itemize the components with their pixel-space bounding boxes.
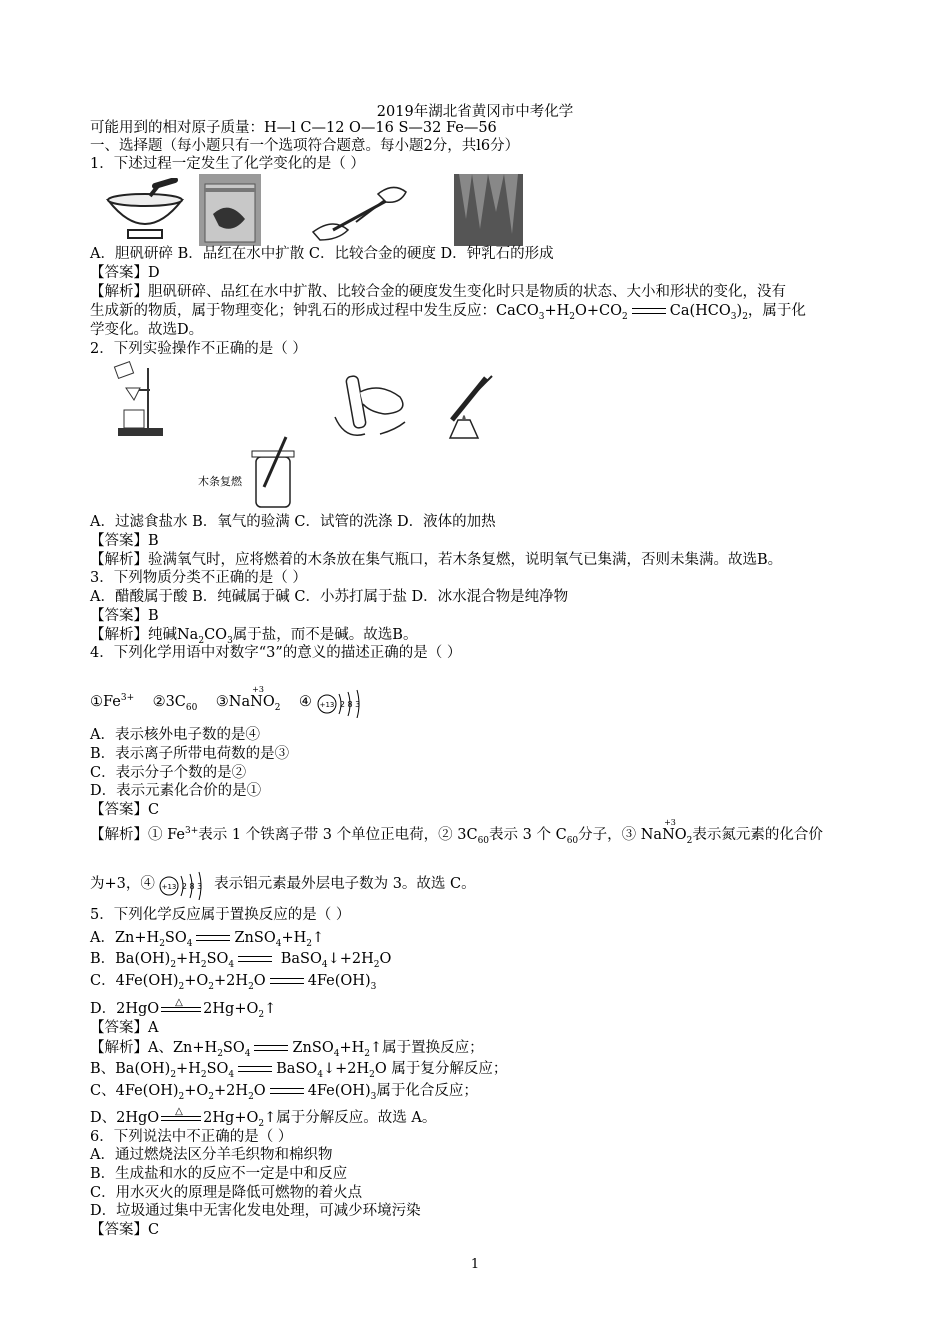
q3-answer: 【答案】B [90,608,159,624]
q3-options: A．醋酸属于酸 B．纯碱属于碱 C．小苏打属于盐 D．冰水混合物是纯净物 [90,589,569,605]
q5-analysis-1: 【解析】A、$Zn+H_2SO_4$ $ZnSO_4+H_2↑$属于置换反应； [90,1040,484,1059]
filtration-image [108,360,168,440]
beaker-diffusion-image [199,174,261,246]
q6-option-c: C．用水灭火的原理是降低可燃物的着火点 [90,1185,363,1201]
liquid-heating-image [442,370,502,442]
oxygen-test-image [248,435,298,511]
svg-text:2 8 3: 2 8 3 [339,700,360,709]
svg-text:2 8 3: 2 8 3 [182,882,203,891]
page-number: 1 [470,1257,480,1272]
q4-symbols: $①Fe^{3+}$ $②3C_{60}$ ③Na +3 $NO_2$ ④ +13 2 8 3 [90,686,367,718]
q5-option-a: A．$Zn+H_2SO_4$ $ZnSO_4+H_2↑$ [90,930,325,949]
q2-stem: 2．下列实验操作不正确的是（ ） [90,341,307,357]
q6-stem: 6．下列说法中不正确的是（ ） [90,1129,293,1145]
tube-washing-image [325,372,420,442]
q5-option-b: B．$Ba(OH)_2+H_2SO_4$ $BaSO_4↓+2H_2O$ [90,951,392,970]
q5-analysis-3: C、$4Fe(OH)_2+O_2+2H_2O$ $4Fe(OH)_3$属于化合反应； [90,1083,478,1102]
aluminum-atom-diagram [317,686,367,718]
q5-option-d: D．2HgO △ $2Hg+O_2↑$ [90,996,277,1020]
q4-stem: 4．下列化学用语中对数字“3”的意义的描述正确的是（ ） [90,645,462,661]
q4-option-b: B．表示离子所带电荷数的是③ [90,746,290,762]
q6-option-d: D．垃圾通过集中无害化发电处理，可减少环境污染 [90,1203,421,1219]
alloy-scratch-image [308,182,408,242]
q6-option-a: A．通过燃烧法区分羊毛织物和棉织物 [90,1147,333,1163]
q2-options: A．过滤食盐水 B．氧气的验满 C．试管的洗涤 D．液体的加热 [90,514,496,530]
q4-option-d: D．表示元素化合价的是① [90,783,262,799]
q6-option-b: B．生成盐和水的反应不一定是中和反应 [90,1166,348,1182]
oxygen-test-label: 木条复燃 [198,475,242,488]
q4-answer: 【答案】C [90,802,160,818]
q4-option-a: A．表示核外电子数的是④ [90,727,260,743]
stalactite-image [454,174,523,246]
mortar-pestle-image [100,178,190,248]
q2-analysis: 【解析】验满氧气时，应将燃着的木条放在集气瓶口，若木条复燃，说明氧气已集满，否则未集满。故选B。 [90,552,783,568]
q5-option-c: C．$4Fe(OH)_2+O_2+2H_2O$ $4Fe(OH)_3$ [90,973,377,992]
q1-answer: 【答案】D [90,265,160,281]
q6-answer: 【答案】C [90,1222,160,1238]
q5-stem: 5．下列化学反应属于置换反应的是（ ） [90,907,351,923]
q5-analysis-2: B、$Ba(OH)_2+H_2SO_4$ $BaSO_4↓+2H_2O$ 属于复分解反应； [90,1061,508,1080]
page-title: 2019年湖北省黄冈市中考化学 [376,104,574,120]
q1-analysis-line2: 生成新的物质，属于物理变化；钟乳石的形成过程中发生反应：$CaCO_3+H_2O+CO_2$ $Ca(HCO_3)_2$，属于化 [90,303,806,322]
q4-analysis-line1: 【解析】① $Fe^{3+}$表示 1 个铁离子带 3 个单位正电荷，② $3C_{60}$表示 3 个 $C_{60}$分子，③ Na +3 $NO_2$表示氮元素的化合价 [90,818,823,846]
q4-option-c: C．表示分子个数的是② [90,765,247,781]
q3-analysis: 【解析】纯碱$Na_2CO_3$属于盐，而不是碱。故选B。 [90,627,418,646]
atomic-masses: 可能用到的相对原子质量：H—l C—12 O—16 S—32 Fe—56 [90,120,497,136]
q1-analysis-line1: 【解析】胆矾研碎、品红在水中扩散、比较合金的硬度发生变化时只是物质的状态、大小和形状的变化，没有 [90,284,786,300]
q3-stem: 3．下列物质分类不正确的是（ ） [90,570,307,586]
q1-options: A．胆矾研碎 B．品红在水中扩散 C．比较合金的硬度 D．钟乳石的形成 [90,246,554,262]
q4-analysis-line2: 为+3，④ +13 2 8 3 表示铝元素最外层电子数为 3。故选 C。 [90,868,476,900]
section-heading: 一、选择题（每小题只有一个选项符合题意。每小题2分，共l6分） [90,138,520,154]
q1-stem: 1．下述过程一定发生了化学变化的是（ ） [90,156,365,172]
q5-answer: 【答案】A [90,1020,159,1036]
q2-answer: 【答案】B [90,533,159,549]
svg-text:+13: +13 [319,701,334,709]
aluminum-atom-diagram-2 [159,868,209,900]
q5-analysis-4: D、2HgO △ $2Hg+O_2↑$属于分解反应。故选 A。 [90,1105,437,1129]
q1-analysis-line3: 学变化。故选D。 [90,322,204,338]
svg-text:+13: +13 [162,883,177,891]
